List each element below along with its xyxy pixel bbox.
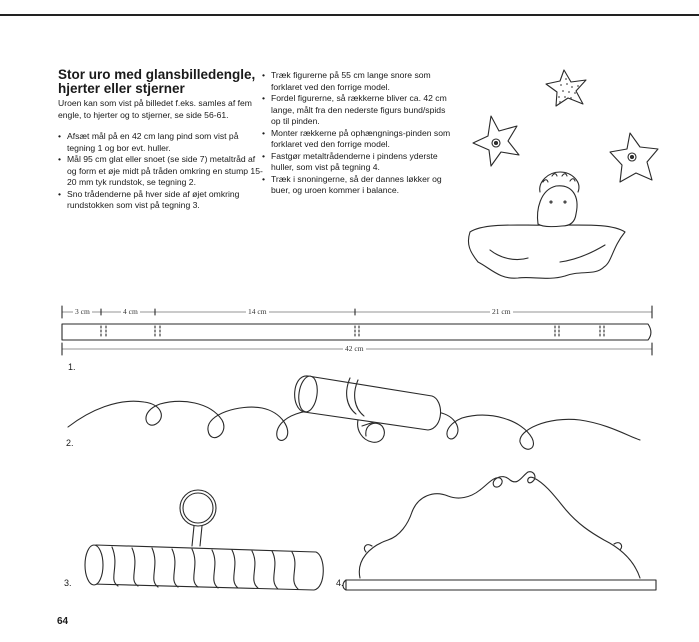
list-item: • Fastgør metaltrådenderne i pindens yderste huller, som vist på tegning 4. — [262, 151, 452, 174]
star-illustration-top — [546, 70, 586, 106]
list-item: • Afsæt mål på en 42 cm lang pind som vist på tegning 1 og bor evt. huller. — [58, 131, 263, 154]
list-item: • Fordel figurerne, så rækkerne bliver ca. 42 cm lange, målt fra den nederste figurs bund/spids op til pinden. — [262, 93, 452, 128]
list-item: • Monter rækkerne på ophængnings-pinden som forklaret ved den forrige model. — [262, 128, 452, 151]
figure-label-1: 1. — [68, 362, 76, 372]
dimension-3cm: 3 cm — [75, 307, 90, 316]
dimension-4cm: 4 cm — [123, 307, 138, 316]
intro-text: Uroen kan som vist på billedet f.eks. samles af fem engle, to hjerter og to stjerner, se side 56-61. — [58, 98, 252, 120]
figure-label-2: 2. — [66, 438, 74, 448]
mobile-frame-drawing — [343, 472, 656, 590]
star-illustration-right — [610, 133, 658, 182]
page-title: Stor uro med glansbilledengle, hjerter eller stjerner — [58, 67, 256, 96]
coiled-wire-drawing — [85, 490, 323, 590]
dimension-42cm: 42 cm — [345, 344, 364, 353]
page-number: 64 — [57, 616, 69, 627]
list-item: • Træk i snoningerne, så der dannes løkker og buer, og uroen kommer i balance. — [262, 174, 452, 197]
list-item: • Sno trådenderne på hver side af øjet omkring rundstokken som vist på tegning 3. — [58, 189, 263, 212]
list-item: • Mål 95 cm glat eller snoet (se side 7) metaltråd af og form et øje midt på tråden omkring en stump 15-20 mm tyk rundstok, se tegning 2. — [58, 154, 263, 189]
list-item: • Træk figurerne på 55 cm lange snore som forklaret ved den forrige model. — [262, 70, 452, 93]
wire-eye-drawing — [68, 375, 640, 449]
dimension-21cm: 21 cm — [492, 307, 511, 316]
star-illustration-left — [473, 116, 519, 166]
angel-illustration — [468, 172, 625, 278]
dimension-14cm: 14 cm — [248, 307, 267, 316]
figure-label-4: 4. — [336, 578, 344, 588]
figure-label-3: 3. — [64, 578, 72, 588]
